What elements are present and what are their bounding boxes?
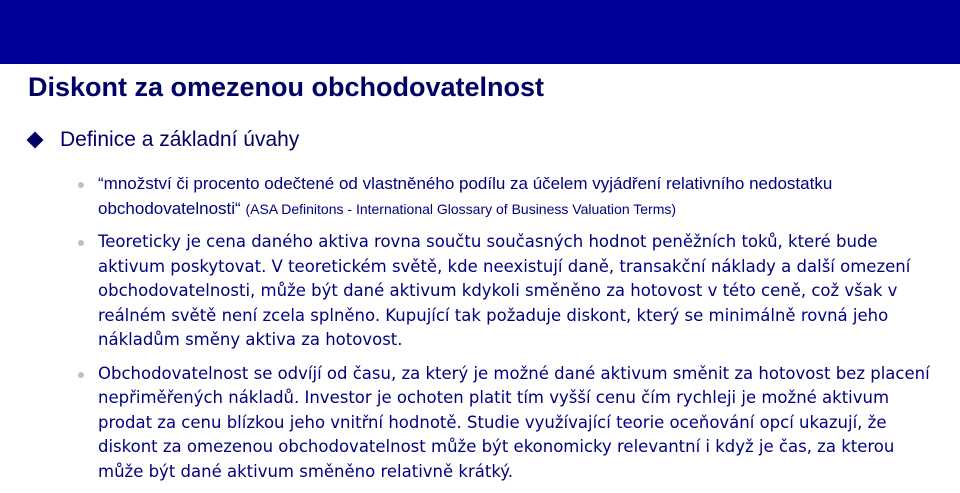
bullet-list: [78, 172, 938, 493]
slide-title: Diskont za omezenou obchodovatelnost: [28, 72, 545, 102]
bullet-marketability: [78, 362, 938, 485]
bullet-marketability-text: Obchodovatelnost se odvíjí od času, za který je možné dané aktivum směnit za hotovost bez placení nepřiměřených nákladů. Investor je ochoten platit tím vyšší cenu čím rychleji je možné aktivum prodat za cenu blízkou jeho vnitřní hodnotě. Studie využívající teorie oceňování opcí ukazují, že diskont za omezenou obchodovatelnost může být ekonomicky relevantní i když je čas, za kterou může být dané aktivum směněno relativně krátký.: [98, 363, 930, 481]
bullet-dot-icon: [78, 240, 84, 246]
bullet-theory: [78, 230, 938, 353]
section-heading-text: Definice a základní úvahy: [60, 128, 300, 151]
bullet-dot-icon: [78, 372, 84, 378]
top-banner: [0, 0, 960, 64]
bullet-theory-text: Teoreticky je cena daného aktiva rovna součtu současných hodnot peněžních toků, které bude aktivum poskytovat. V teoretickém světě, kde neexistují daně, transakční náklady a další omezení obchodovatelnosti, může být dané aktivum kdykoli směněno za hotovost v této ceně, což však v reálném světě není zcela splněno. Kupující tak požaduje diskont, který se minimálně rovná jeho nákladům směny aktiva za hotovost.: [98, 232, 911, 349]
section-heading: [26, 128, 299, 152]
diamond-bullet-icon: [27, 132, 44, 149]
bullet-dot-icon: [78, 182, 84, 188]
bullet-definition-text: “množství či procento odečtené od vlastněného podílu za účelem vyjádření relativního nedostatku obchodovatelnosti“: [98, 174, 833, 218]
bullet-definition-source: (ASA Definitons - International Glossary of Business Valuation Terms): [245, 200, 677, 217]
bullet-definition: [78, 172, 938, 221]
